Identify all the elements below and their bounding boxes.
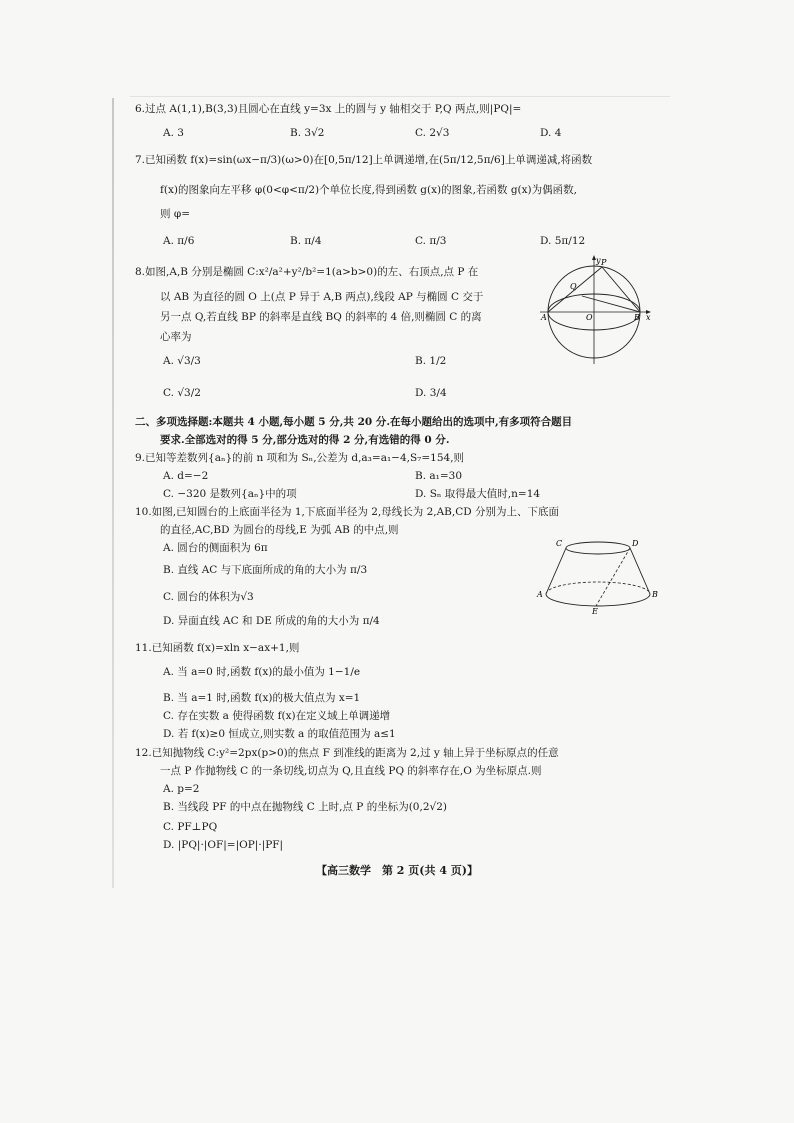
page-footer: 【高三数学 第 2 页(共 4 页)】: [315, 864, 479, 877]
q7-option-b: B. π/4: [290, 235, 322, 247]
q11-option-d: D. 若 f(x)≥0 恒成立,则实数 a 的取值范围为 a≤1: [163, 728, 396, 740]
q8-label-y: y: [596, 256, 601, 265]
q10-option-a: A. 圆台的侧面积为 6π: [163, 542, 268, 554]
q10-stem-line-1: 10.如图,已知圆台的上底面半径为 1,下底面半径为 2,母线长为 2,AB,CD 分别为上、下底面: [135, 506, 560, 518]
q10-bottom-ellipse-back: [546, 582, 650, 594]
q7-option-c: C. π/3: [415, 235, 447, 247]
q6-option-d: D. 4: [540, 127, 562, 139]
q8-label-p: P: [601, 258, 607, 267]
q8-option-b: B. 1/2: [415, 355, 447, 367]
q12-stem-line-1: 12.已知抛物线 C:y²=2px(p>0)的焦点 F 到准线的距离为 2,过 y 轴上异于坐标原点的任意: [135, 747, 559, 759]
q8-stem-line-2: 以 AB 为直径的圆 O 上(点 P 异于 A,B 两点),线段 AP 与椭圆 C 交于: [160, 291, 484, 303]
q8-label-o: O: [586, 313, 593, 322]
q8-stem-line-3: 另一点 Q,若直线 BP 的斜率是直线 BQ 的斜率的 4 倍,则椭圆 C 的离: [160, 311, 482, 323]
q10-option-b: B. 直线 AC 与下底面所成的角的大小为 π/3: [163, 564, 368, 576]
q10-label-e: E: [592, 607, 598, 616]
scan-edge-top: [130, 96, 670, 97]
q6-stem: 6.过点 A(1,1),B(3,3)且圆心在直线 y=3x 上的圆与 y 轴相交于 P,Q 两点,则|PQ|=: [135, 103, 522, 115]
q8-label-x: x: [646, 313, 651, 322]
q7-stem-line-3: 则 φ=: [160, 208, 190, 220]
q12-option-a: A. p=2: [163, 783, 200, 795]
q11-option-c: C. 存在实数 a 使得函数 f(x)在定义域上单调递增: [163, 710, 391, 722]
q11-option-b: B. 当 a=1 时,函数 f(x)的极大值点为 x=1: [163, 692, 361, 704]
q9-option-b: B. a₁=30: [415, 470, 463, 482]
q8-stem-line-4: 心率为: [160, 331, 192, 343]
q12-stem-line-2: 一点 P 作抛物线 C 的一条切线,切点为 Q,且直线 PQ 的斜率存在,O 为坐标原点.则: [160, 765, 542, 777]
q10-top-ellipse: [566, 542, 630, 554]
q10-label-d: D: [632, 539, 639, 548]
scan-edge: [112, 98, 114, 888]
q8-option-a: A. √3/3: [163, 355, 201, 367]
q10-stem-line-2: 的直径,AC,BD 为圆台的母线,E 为弧 AB 的中点,则: [160, 524, 399, 536]
q10-option-c: C. 圆台的体积为√3: [163, 591, 254, 603]
q8-segment-bq: [582, 296, 640, 312]
q6-option-c: C. 2√3: [415, 127, 450, 139]
q10-segment-de: [596, 548, 630, 606]
q8-stem-line-1: 8.如图,A,B 分别是椭圆 C:x²/a²+y²/b²=1(a>b>0)的左、右顶点,点 P 在: [135, 266, 479, 278]
q7-stem-line-1: 7.已知函数 f(x)=sin(ωx−π/3)(ω>0)在[0,5π/12]上单调递增,在(5π/12,5π/6]上单调递减,将函数: [135, 154, 593, 166]
q10-option-d: D. 异面直线 AC 和 DE 所成的角的大小为 π/4: [163, 615, 380, 627]
q7-stem-line-2: f(x)的图象向左平移 φ(0<φ<π/2)个单位长度,得到函数 g(x)的图象,若函数 g(x)为偶函数,: [160, 184, 577, 196]
q9-stem: 9.已知等差数列{aₙ}的前 n 项和为 Sₙ,公差为 d,a₃=a₁−4,S₇=154,则: [135, 452, 465, 464]
q9-option-c: C. −320 是数列{aₙ}中的项: [163, 488, 297, 500]
q9-option-a: A. d=−2: [163, 470, 209, 482]
q8-option-c: C. √3/2: [163, 387, 201, 399]
q8-option-d: D. 3/4: [415, 387, 447, 399]
q10-label-a: A: [537, 590, 543, 599]
q10-label-c: C: [556, 539, 563, 548]
q6-option-a: A. 3: [163, 127, 184, 139]
section-2-line-2: 要求.全部选对的得 5 分,部分选对的得 2 分,有选错的得 0 分.: [160, 434, 450, 446]
q7-option-d: D. 5π/12: [540, 235, 586, 247]
q12-option-d: D. |PQ|·|OF|=|OP|·|PF|: [163, 839, 284, 851]
q8-label-a: A: [541, 313, 547, 322]
q12-option-b: B. 当线段 PF 的中点在抛物线 C 上时,点 P 的坐标为(0,2√2): [163, 801, 447, 813]
q11-stem: 11.已知函数 f(x)=xln x−ax+1,则: [135, 642, 300, 654]
q9-option-d: D. Sₙ 取得最大值时,n=14: [415, 488, 541, 500]
q11-option-a: A. 当 a=0 时,函数 f(x)的最小值为 1−1/e: [163, 666, 361, 678]
q8-label-q: Q: [570, 282, 577, 291]
q10-bottom-ellipse-front: [546, 594, 650, 606]
section-2-line-1: 二、多项选择题:本题共 4 小题,每小题 5 分,共 20 分.在每小题给出的选项中,有多项符合题目: [135, 416, 573, 428]
q10-frustum-figure: [534, 536, 658, 616]
q7-option-a: A. π/6: [163, 235, 195, 247]
q8-label-b: B: [634, 313, 640, 322]
q8-ellipse-figure: [538, 252, 656, 370]
q10-label-b: B: [652, 590, 658, 599]
q6-option-b: B. 3√2: [290, 127, 325, 139]
q12-option-c: C. PF⊥PQ: [163, 821, 218, 833]
